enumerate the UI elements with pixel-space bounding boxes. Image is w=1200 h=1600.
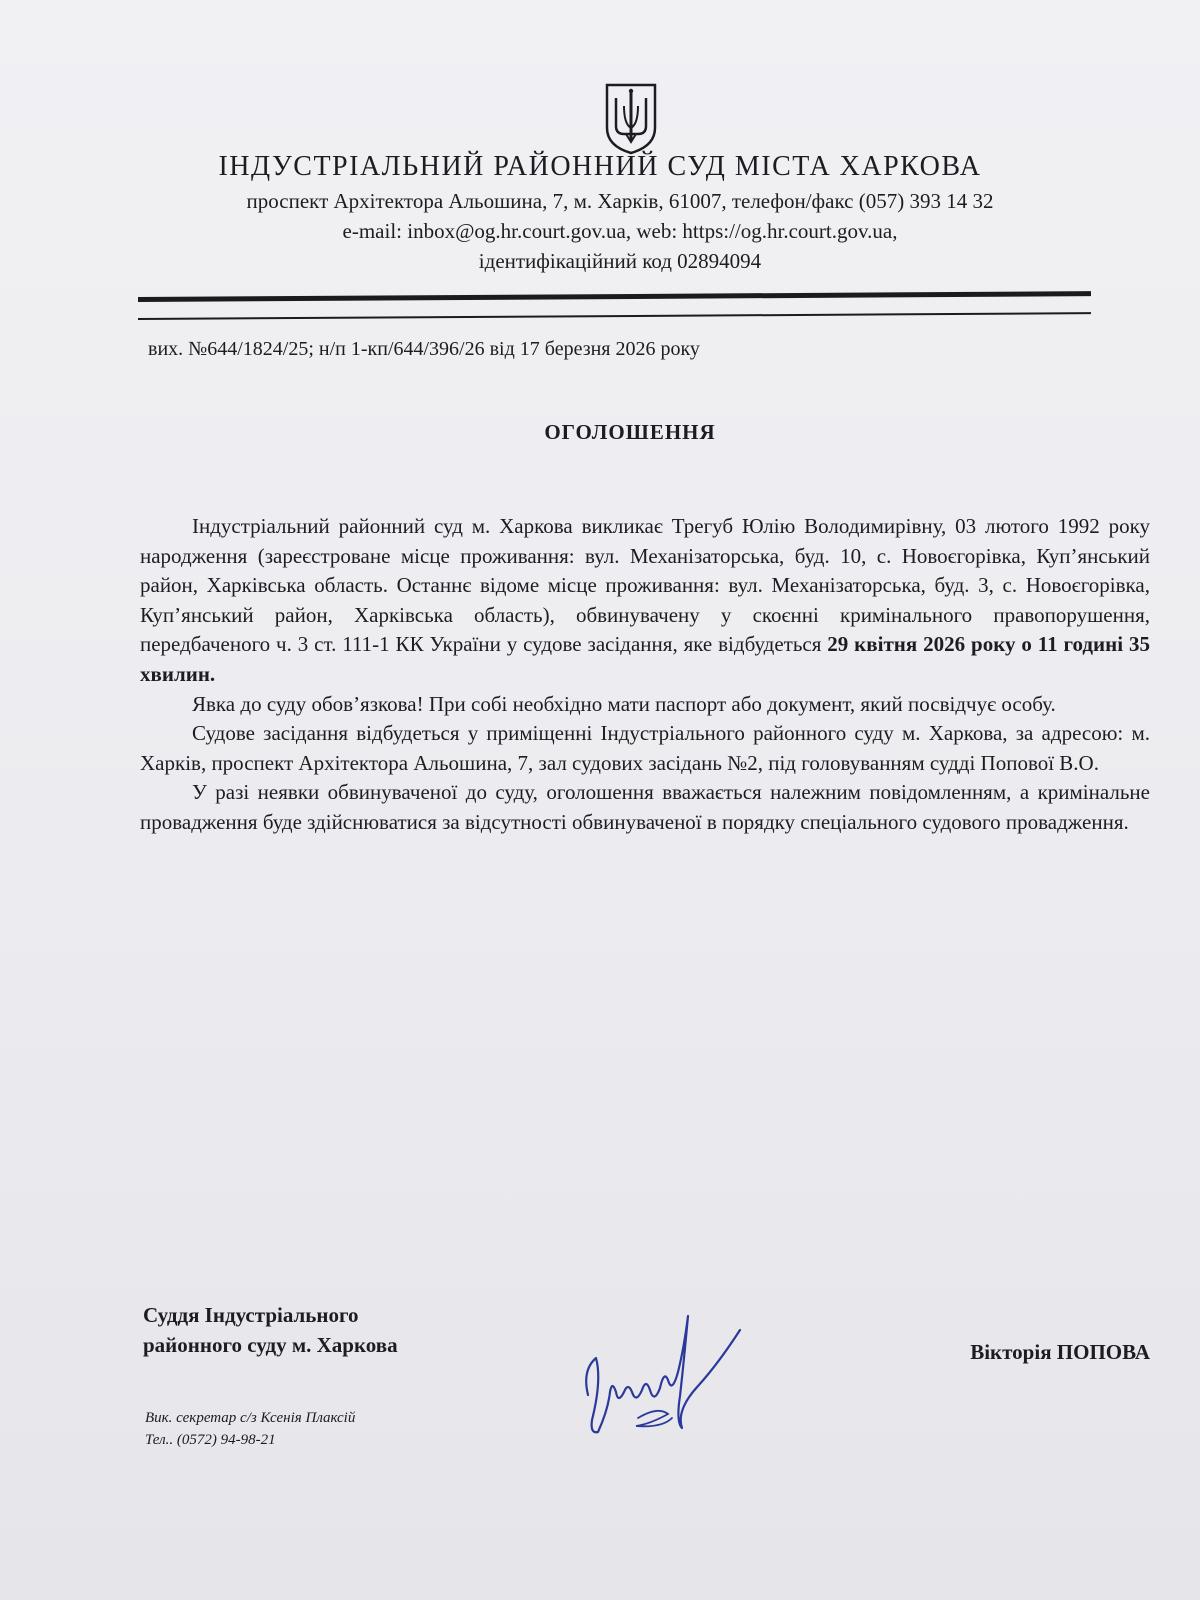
summons-text: Індустріальний районний суд м. Харкова викликає Трегуб Юлію Володимирівну, 03 лютого 1992 року народження (зареєстроване місце проживання: вул. Механізаторська, буд. 10, с. Новоєгорівка, Куп’янський район, Харківська область. Останнє відоме місце проживання: вул. Механізаторська, буд. 3, с. Новоєгорівка, Куп’янський район, Харківська область), обвинувачену у скоєнні кримінального правопорушення, передбаченого ч. 3 ст. 111-1 КК України у судове засідання, яке відбудеться	[140, 514, 1150, 657]
outgoing-reference: вих. №644/1824/25; н/п 1-кп/644/396/26 від 17 березня 2026 року	[148, 338, 700, 360]
paragraph-location: Судове засідання відбудеться у приміщенні Індустріального районного суду м. Харкова, за адресою: м. Харків, проспект Архітектора Альошина, 7, зал судових засідань №2, під головуванням судді Попової В.О.	[140, 721, 1150, 775]
paragraph-attendance: Явка до суду обов’язкова! При собі необхідно мати паспорт або документ, який посвідчує особу.	[192, 691, 1056, 716]
court-contacts	[150, 186, 1090, 276]
secretary-name: Вик. секретар с/з Ксенія Плаксій	[145, 1410, 356, 1426]
contact-line: e-mail: inbox@og.hr.court.gov.ua, web: https://og.hr.court.gov.ua,	[342, 219, 898, 243]
hearing-datetime: 29 квітня 2026 року о 11 годині 35 хвилин.	[140, 632, 1150, 686]
judge-name: Вікторія ПОПОВА	[970, 1340, 1150, 1364]
coat-of-arms-icon	[604, 82, 658, 156]
handwritten-signature	[580, 1300, 750, 1450]
header-rule-thick	[138, 291, 1091, 302]
id-code-line: ідентифікаційний код 02894094	[478, 249, 762, 273]
header-rule-thin	[138, 312, 1091, 319]
judge-position	[143, 1300, 563, 1360]
paragraph-consequences: У разі неявки обвинуваченої до суду, оголошення вважається належним повідомленням, а кримінальне провадження буде здійснюватися за відсутності обвинуваченої в порядку спеціального судового провадження.	[140, 780, 1150, 834]
secretary-info	[145, 1407, 565, 1451]
judge-position-line2: районного суду м. Харкова	[143, 1333, 398, 1357]
paragraph-summons	[140, 512, 1150, 690]
announcement-body	[140, 512, 1150, 838]
secretary-phone: Тел.. (0572) 94-98-21	[145, 1432, 276, 1448]
court-name: ІНДУСТРІАЛЬНИЙ РАЙОННИЙ СУД МІСТА ХАРКОВА	[218, 151, 982, 182]
document-title: ОГОЛОШЕННЯ	[544, 420, 716, 444]
address-line: проспект Архітектора Альошина, 7, м. Харків, 61007, телефон/факс (057) 393 14 32	[246, 189, 994, 213]
judge-position-line1: Суддя Індустріального	[143, 1303, 359, 1327]
